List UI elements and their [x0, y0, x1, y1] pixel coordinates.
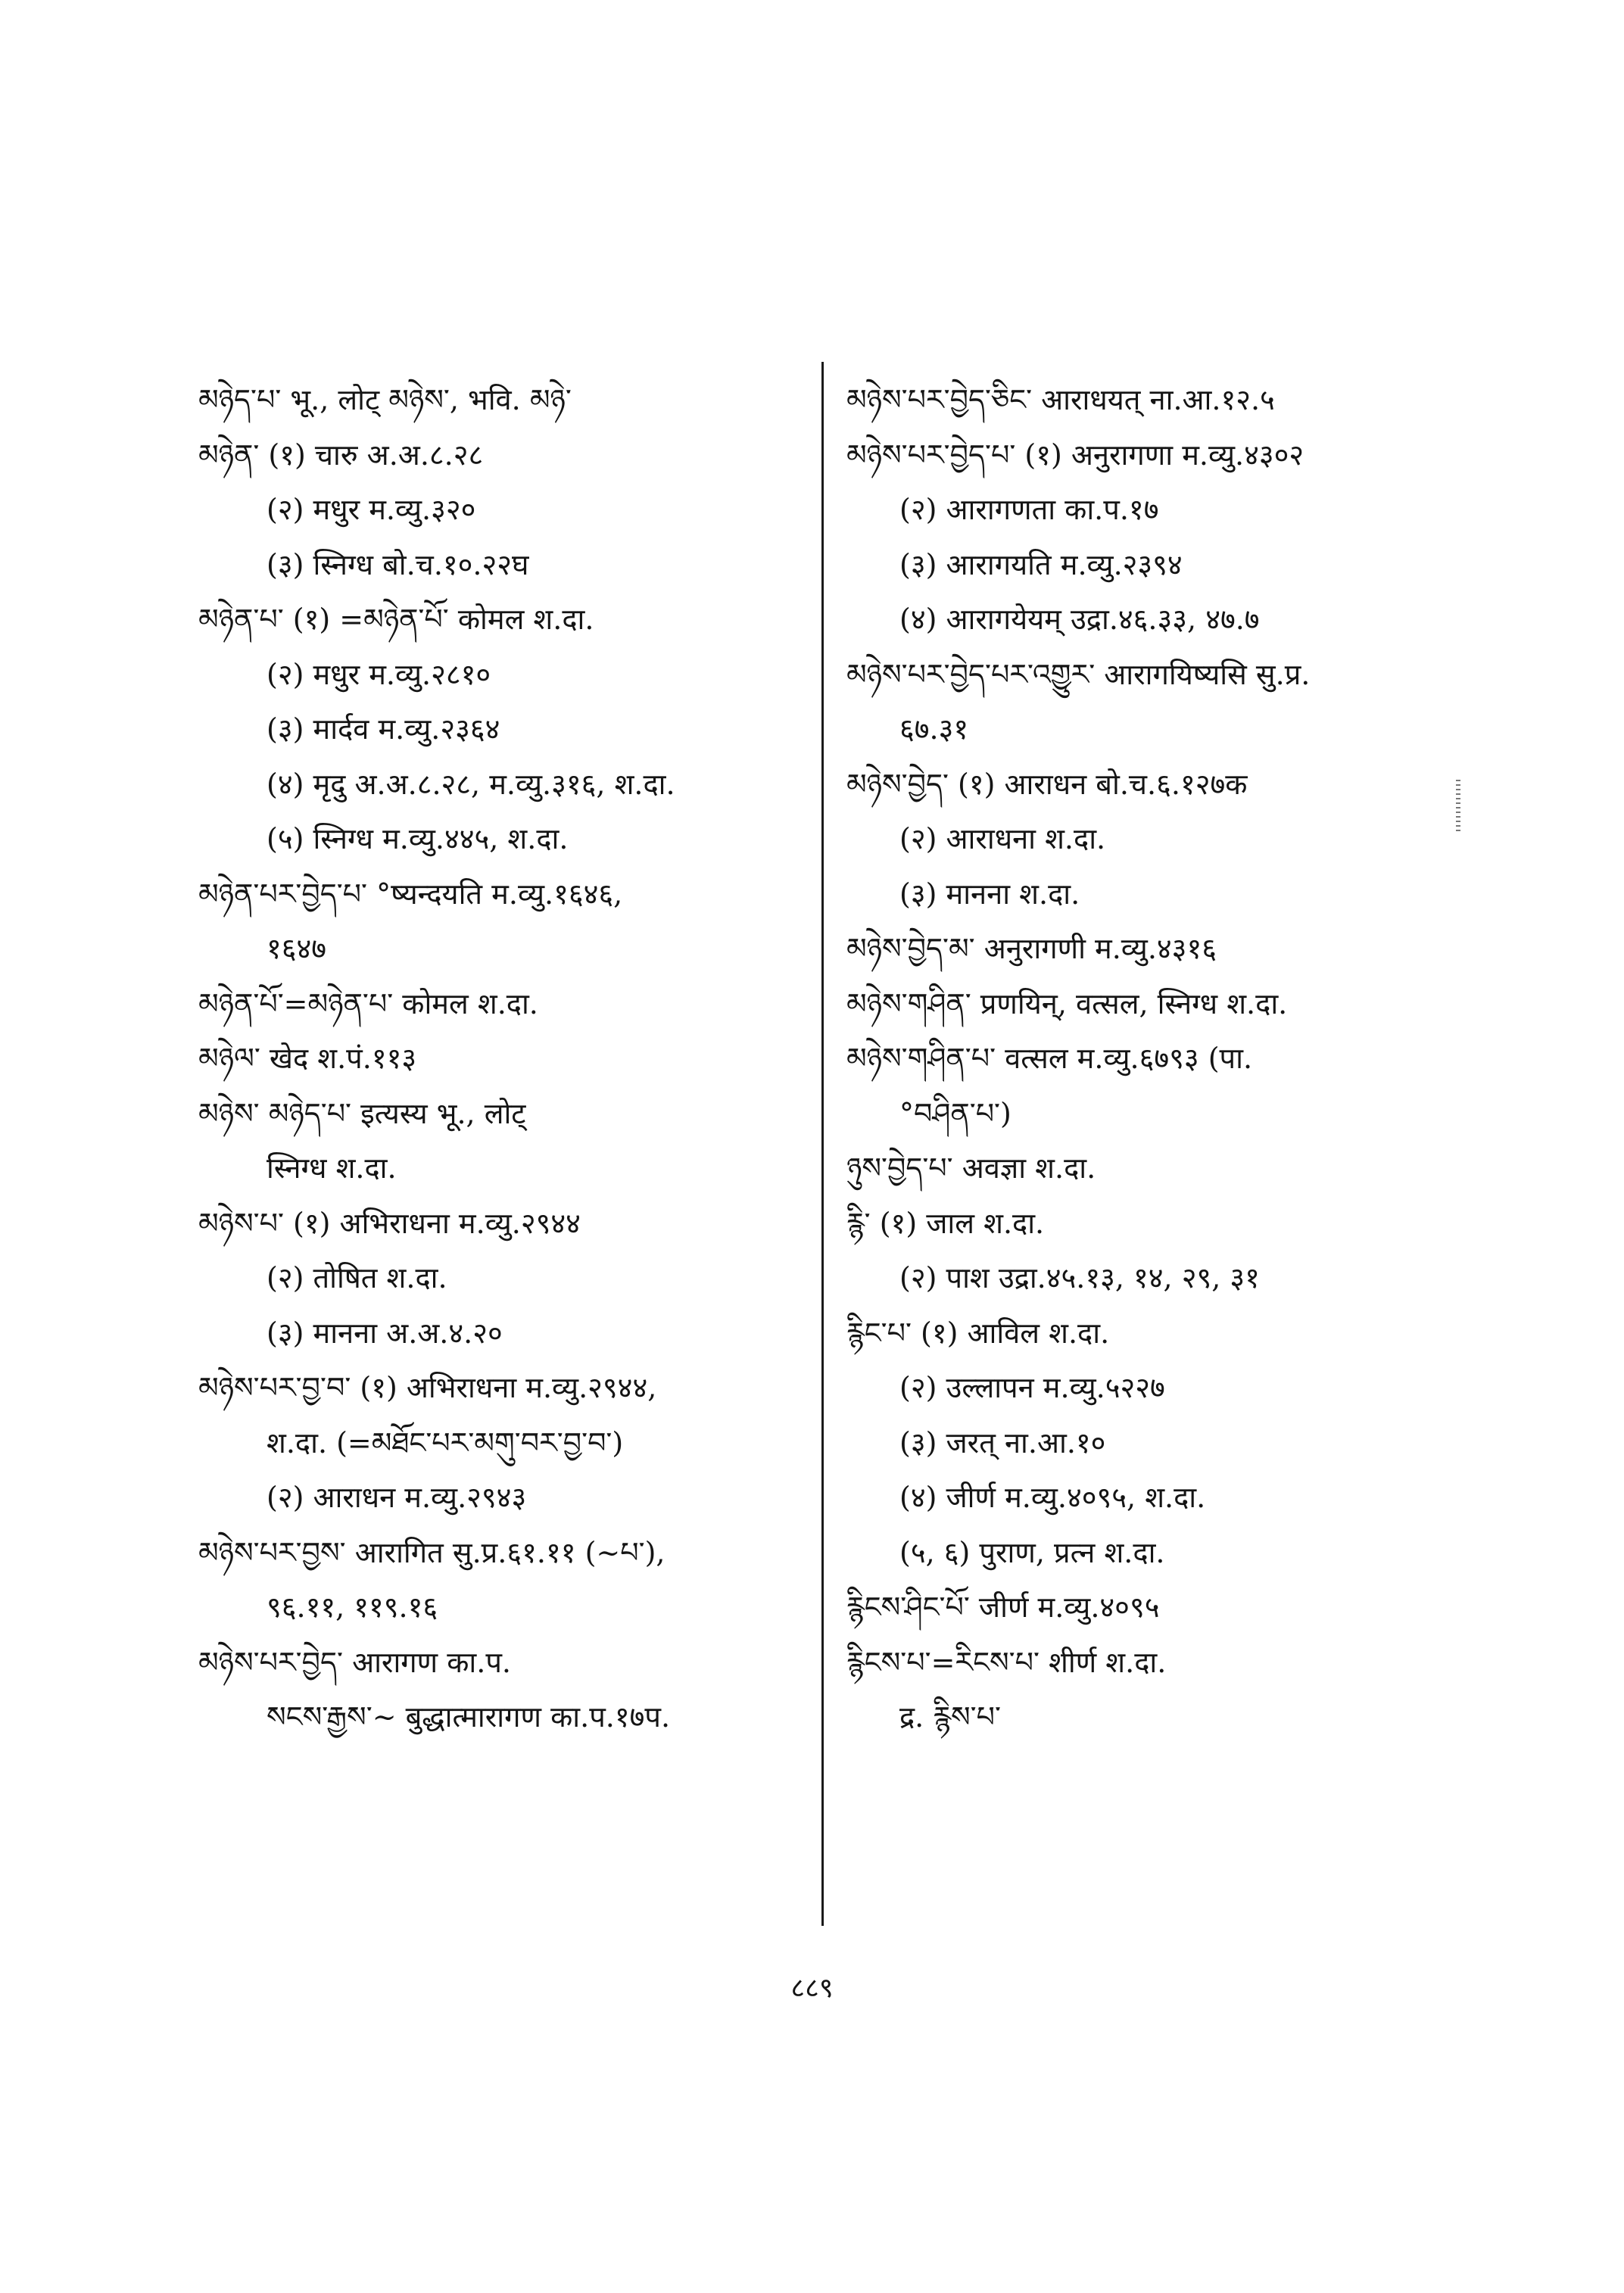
entry-subline: श.दा. (=མཐོང་པར་མགུ་བར་བྱ་བ་) [267, 1425, 624, 1460]
entry-subline: (२) उल्लापन म.व्यु.५२२७ [899, 1371, 1165, 1404]
entry-subline: སངས་རྒྱས་~ बुद्धात्मारागण का.प.१७प. [267, 1700, 671, 1734]
entry-subline: स्निग्ध श.दा. [267, 1151, 397, 1185]
column-divider [821, 362, 824, 1926]
entry-headword-line: ཉུས་བྱེད་པ་ अवज्ञा श.दा. [846, 1151, 1096, 1185]
entry-headword-line: རྙིང་པ་ (१) आविल श.दा. [846, 1316, 1110, 1350]
entry-headword-line: རྙི་ (१) जाल श.दा. [846, 1206, 1045, 1240]
entry-subline: (२) आराधना श.दा. [899, 822, 1106, 855]
margin-marks [1456, 780, 1460, 833]
entry-subline: (२) आरागणता का.प.१७ [899, 493, 1159, 526]
entry-subline: द्र. རྙིས་པ་ [899, 1700, 1001, 1734]
entry-subline: (२) मधुर म.व्यु.३२० [267, 493, 476, 526]
entry-headword-line: རྙིངས་པ་=རིངས་པ་ शीर्ण श.दा. [846, 1645, 1167, 1679]
entry-headword-line: མཉེས་གཤིན་པ་ वत्सल म.व्यु.६७९३ (पा. [846, 1042, 1253, 1075]
entry-subline: (३) मार्दव म.व्यु.२३६४ [267, 712, 500, 746]
entry-subline: (२) आराधन म.व्यु.२९४३ [267, 1481, 527, 1514]
page-number: ८८९ [790, 1973, 834, 2004]
entry-subline: (५, ६) पुराण, प्रत्न श.दा. [899, 1535, 1165, 1569]
entry-headword-line: མཉེན་པ་ (१) =མཉེན་པོ་ कोमल श.दा. [198, 603, 594, 636]
entry-subline: (३) आरागयति म.व्यु.२३९४ [899, 547, 1183, 581]
entry-headword-line: མཉེན་པར་བྱེད་པ་ °ष्यन्दयति म.व्यु.१६४६, [198, 877, 623, 911]
entry-headword-line: མཉེས་གཤིན་ प्रणयिन्, वत्सल, स्निग्ध श.दा. [846, 986, 1288, 1020]
entry-subline: (३) मानना श.दा. [899, 877, 1080, 911]
entry-headword-line: མཉེས་པར་བྱེད་པ་ (१) अनुरागणा म.व्यु.४३०२ [846, 438, 1304, 472]
entry-subline: (४) जीर्ण म.व्यु.४०९५, श.दा. [899, 1481, 1206, 1514]
entry-subline: (३) स्निग्ध बो.च.१०.२२घ [267, 547, 529, 581]
entry-headword-line: མཉེས་པ་ (१) अभिराधना म.व्यु.२९४४ [198, 1206, 581, 1240]
entry-headword-line: མཉེས་པར་བྱེད་ आरागण का.प. [198, 1645, 512, 1679]
entry-headword-line: མཉེལ་ खेद श.पं.११३ [198, 1042, 417, 1075]
left-column [198, 372, 804, 1745]
entry-subline: (५) स्निग्ध म.व्यु.४४५, श.दा. [267, 822, 569, 855]
entry-headword-line: མཉེས་བྱེད་ (१) आराधन बो.च.६.१२७क [846, 767, 1248, 801]
entry-headword-line: མཉེས་པར་བྱེད་པར་འགྱུར་ आरागयिष्यसि सु.प्र. [846, 657, 1311, 691]
entry-subline: (४) आरागयेयम् उद्रा.४६.३३, ४७.७ [899, 603, 1260, 636]
entry-subline: (३) मानना अ.अ.४.२० [267, 1316, 503, 1350]
entry-headword-line: མཉེས་པར་བྱས་ आरागित सु.प्र.६१.११ (~པ་), [198, 1535, 665, 1569]
entry-headword-line: མཉེན་ (१) चारु अ.अ.८.२८ [198, 438, 484, 472]
entry-subline: (२) तोषित श.दा. [267, 1261, 447, 1294]
entry-headword-line: མཉེས་པར་བྱེད་ཅིང་ आराधयत् ना.आ.१२.५ [846, 383, 1275, 416]
entry-subline: १६४७ [267, 932, 327, 965]
entry-subline: (२) पाश उद्रा.४५.१३, १४, २९, ३१ [899, 1261, 1260, 1294]
entry-subline: (४) मृदु अ.अ.८.२८, म.व्यु.३१६, श.दा. [267, 767, 675, 801]
entry-subline: (२) मधुर म.व्यु.२८१० [267, 657, 491, 691]
entry-subline: (३) जरत् ना.आ.१० [899, 1425, 1106, 1460]
entry-subline: °བཤིན་པ་) [899, 1096, 1011, 1130]
right-column [846, 372, 1513, 1745]
entry-headword-line: མཉེས་བྱེད་མ་ अनुरागणी म.व्यु.४३१६ [846, 932, 1217, 965]
entry-subline: ६७.३१ [899, 712, 969, 746]
entry-headword-line: མཉེན་པོ་=མཉེན་པ་ कोमल श.दा. [198, 986, 538, 1020]
entry-headword-line: མཉེས་པར་བྱ་བ་ (१) अभिराधना म.व्यु.२९४४, [198, 1371, 657, 1404]
entry-subline: ९६.११, ११९.१६ [267, 1590, 438, 1624]
entry-headword-line: མཉེས་ མཉེད་པ་ इत्यस्य भू., लोट् [198, 1096, 526, 1130]
entry-headword-line: མཉེད་པ་ भू., लोट् མཉེས་, भवि. མཉེ་ [198, 383, 572, 416]
entry-headword-line: རྙིངས་ཤིང་པོ་ जीर्ण म.व्यु.४०९५ [846, 1590, 1160, 1624]
